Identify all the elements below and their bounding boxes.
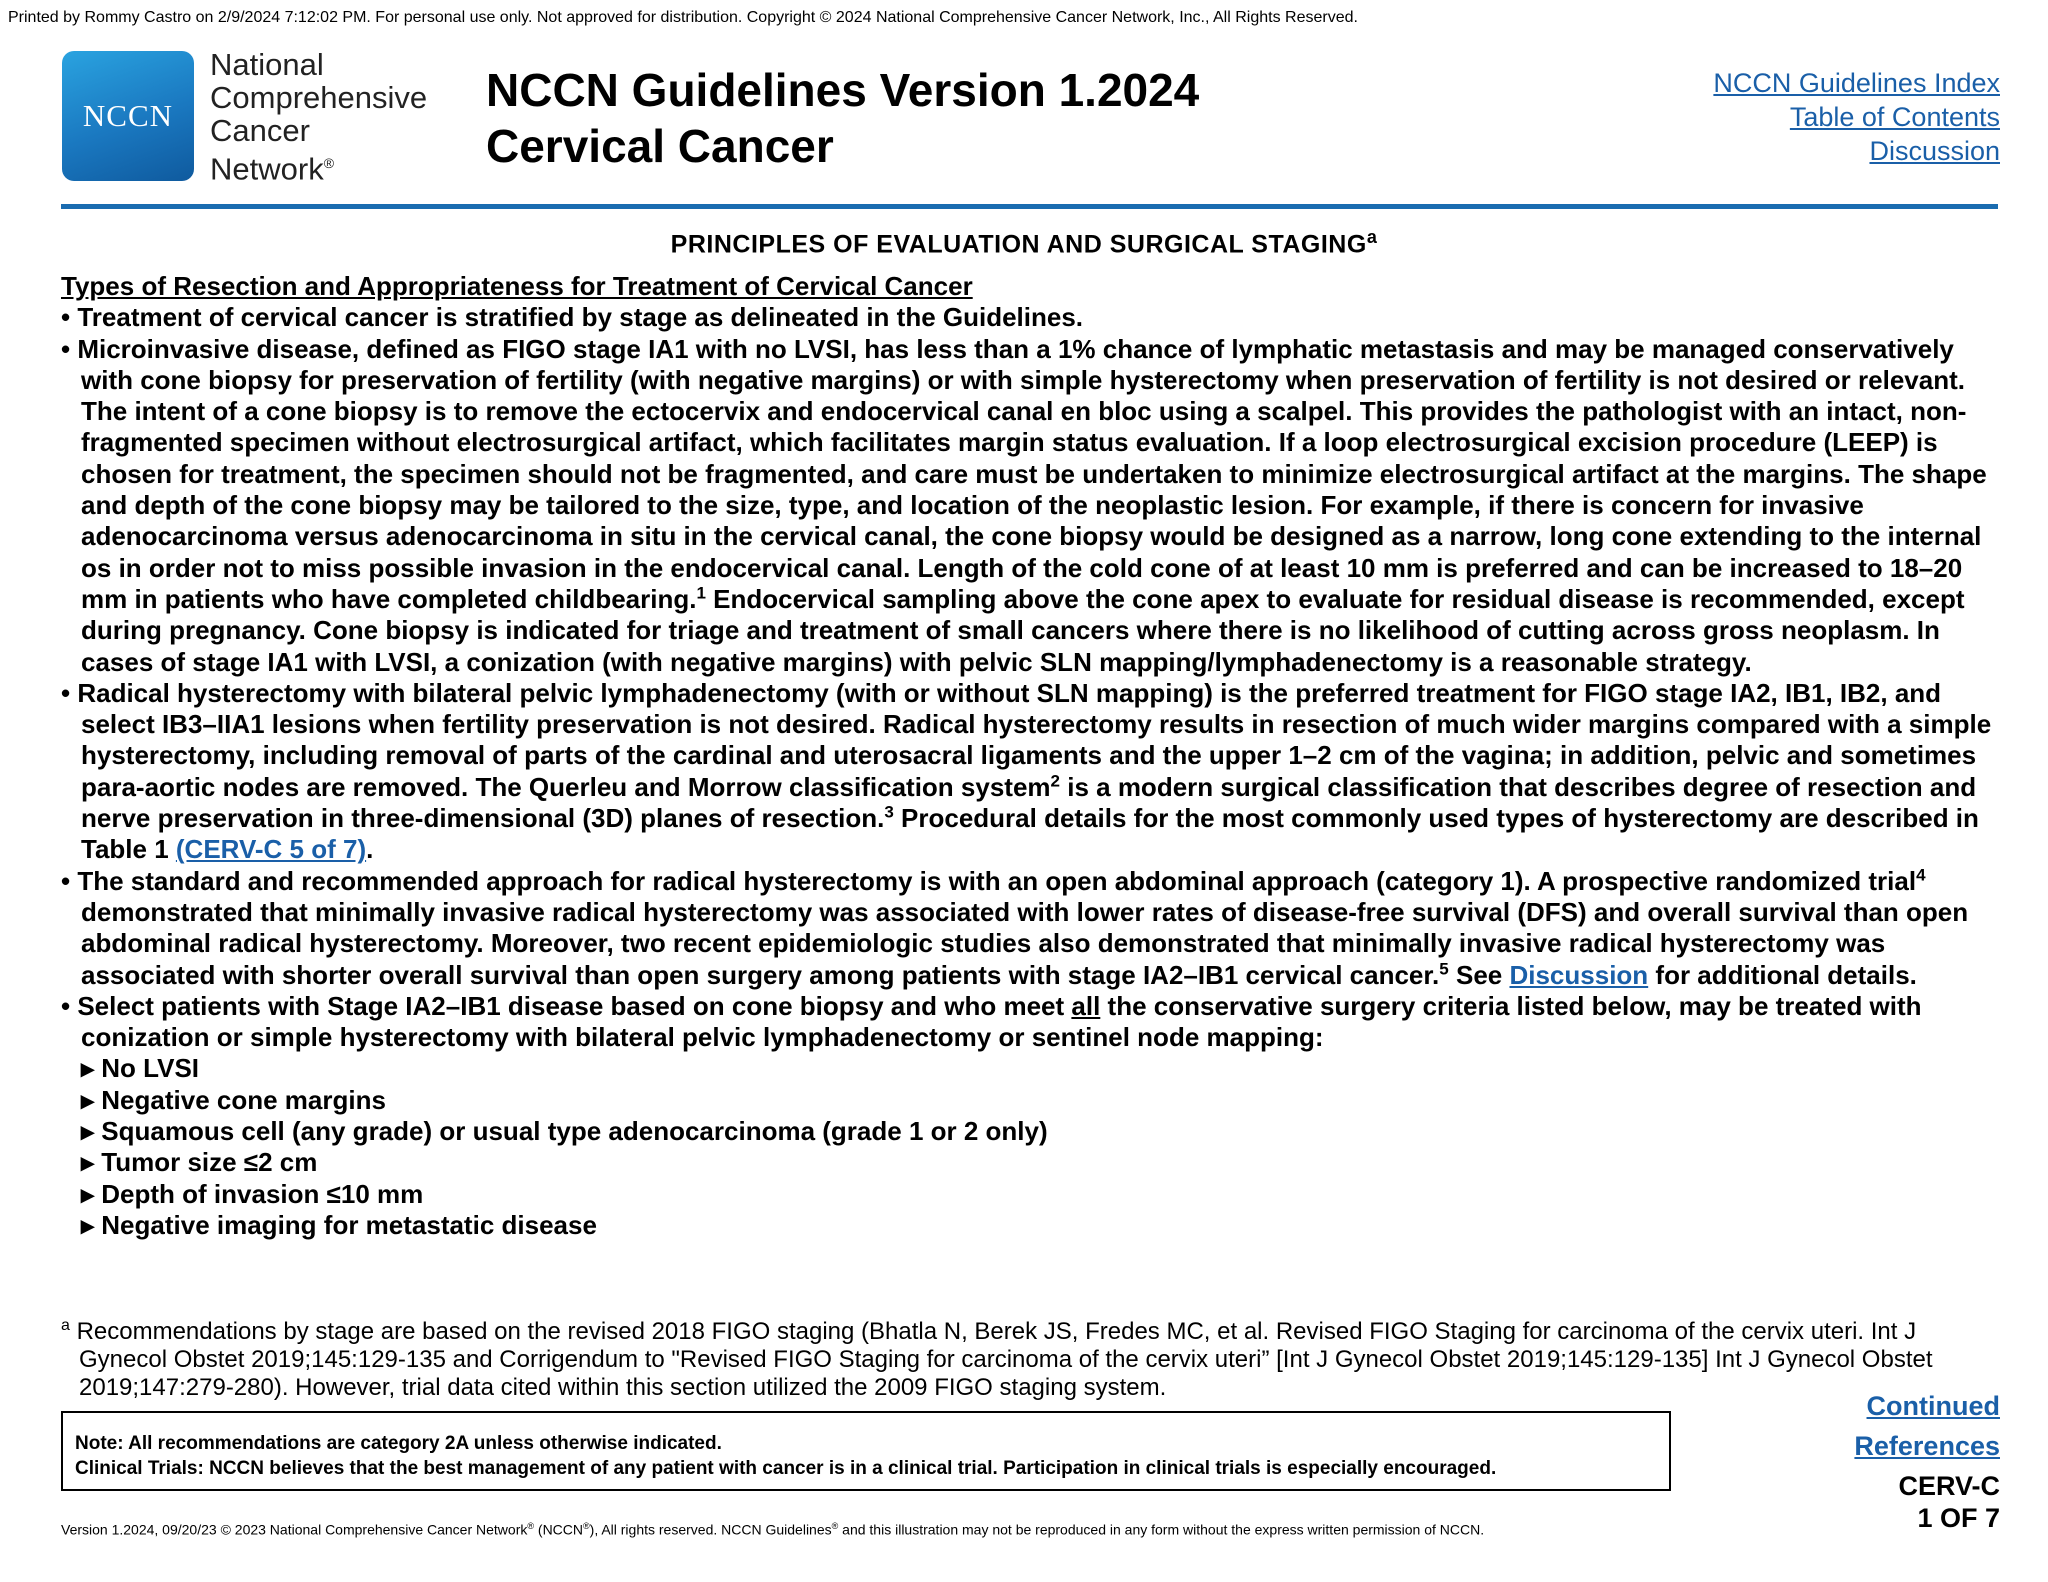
triangle-bullet-icon: ▸: [81, 1084, 102, 1115]
org-line-3: Cancer: [210, 113, 310, 148]
bullet-item: • Microinvasive disease, defined as FIGO stage IA1 with no LVSI, has less than a 1% chance of lymphatic metastasis and may be managed conservatively with cone biopsy for preservation of fertility (with negative margins) or with simple hysterectomy when preservation of fertility is not desired or relevant. The intent of a cone biopsy is to remove the ectocervix and endocervical canal en bloc using a scalpel. This provides the pathologist with an intact, non-fragmented specimen without electrosurgical artifact, which facilitates margin status evaluation. If a loop electrosurgical excision procedure (LEEP) is chosen for treatment, the specimen should not be fragmented, and care must be undertaken to minimize electrosurgical artifact at the margins. The shape and depth of the cone biopsy may be tailored to the size, type, and location of the neoplastic lesion. For example, if there is concern for invasive adenocarcinoma versus adenocarcinoma in situ in the cervical canal, the cone biopsy would be designed as a narrow, long cone extending to the internal os in order not to miss possible invasion in the endocervical canal. Length of the cold cone of at least 10 mm is preferred and can be increased to 18–20 mm in patients who have completed childbearing.$^1$ Endocervical sampling above the cone apex to evaluate for residual disease is recommended, except during pregnancy. Cone biopsy is indicated for triage and treatment of small cancers where there is no likelihood of cutting across gross neoplasm. In cases of stage IA1 with LVSI, a conization (with negative margins) with pelvic SLN mapping/lymphadenectomy is a reasonable strategy.: [61, 333, 1987, 677]
page-title: [486, 62, 1199, 174]
bullet-item: • Treatment of cervical cancer is stratified by stage as delineated in the Guidelines.: [61, 302, 1084, 333]
table-of-contents-link[interactable]: Table of Contents: [1789, 102, 2000, 132]
version-text: Version 1.2024, 09/20/23 © 2023 National Comprehensive Cancer Network: [61, 1521, 528, 1538]
references-link[interactable]: References: [1854, 1431, 2000, 1461]
org-name: [210, 48, 427, 185]
org-line-2: Comprehensive: [210, 80, 428, 115]
title-line-2: Cervical Cancer: [486, 120, 834, 172]
footnote: [61, 1318, 1999, 1402]
section-heading: Types of Resection and Appropriateness for Treatment of Cervical Cancer: [61, 271, 973, 301]
continued-link[interactable]: Continued: [1866, 1391, 2000, 1421]
bullet-text: Endocervical sampling above the cone apex to evaluate for residual disease is recommended, except during pregnancy. Cone biopsy is indicated for triage and treatment of small cancers where there is no likelihood of cutting across gross neoplasm. In cases of stage IA1 with LVSI, a conization (with negative margins) with pelvic SLN mapping/lymphadenectomy is a reasonable strategy.: [81, 583, 1965, 677]
citation-mark: 1: [696, 583, 706, 603]
version-footer: [61, 1521, 1484, 1538]
nccn-logo: [62, 51, 194, 181]
citation-mark: 2: [1050, 771, 1060, 791]
bullet-item: • Radical hysterectomy with bilateral pelvic lymphadenectomy (with or without SLN mapping) is the preferred treatment for FIGO stage IA2, IB1, IB2, and select IB3–IIA1 lesions when fertility preservation is not desired. Radical hysterectomy results in resection of much wider margins compared with a simple hysterectomy, including removal of parts of the cardinal and uterosacral ligaments and the upper 1–2 cm of the vagina; in addition, pelvic and sometimes para-aortic nodes are removed. The Querleu and Morrow classification system$^2$ is a modern surgical classification that describes degree of resection and nerve preservation in three-dimensional (3D) planes of resection.$^3$ Procedural details for the most commonly used types of hysterectomy are described in Table 1 (CERV-C 5 of 7).: [61, 677, 1992, 865]
bullet-text: for additional details.: [1648, 959, 1917, 990]
triangle-bullet-icon: ▸: [81, 1116, 102, 1147]
page-heading: [0, 227, 2048, 259]
logo-text: NCCN: [82, 98, 174, 133]
criteria-item: [61, 1210, 2001, 1241]
bullet-text: Select patients with Stage IA2–IB1 disease based on cone biopsy and who meet: [77, 990, 1072, 1021]
bullet-text: Microinvasive disease, defined as FIGO stage IA1 with no LVSI, has less than a 1% chance of lymphatic metastasis and may be managed conservatively with cone biopsy for preservation of fertility (with negative margins) or with simple hysterectomy when preservation of fertility is not desired or relevant. The intent of a cone biopsy is to remove the ectocervix and endocervical canal en bloc using a scalpel. This provides the pathologist with an intact, non-fragmented specimen without electrosurgical artifact, which facilitates margin status evaluation. If a loop electrosurgical excision procedure (LEEP) is chosen for treatment, the specimen should not be fragmented, and care must be undertaken to minimize electrosurgical artifact at the margins. The shape and depth of the cone biopsy may be tailored to the size, type, and location of the neoplastic lesion. For example, if there is concern for invasive adenocarcinoma versus adenocarcinoma in situ in the cervical canal, the cone biopsy would be designed as a narrow, long cone extending to the internal os in order not to miss possible invasion in the endocervical canal. Length of the cold cone of at least 10 mm is preferred and can be increased to 18–20 mm in patients who have completed childbearing.: [77, 333, 1987, 614]
citation-mark: 3: [884, 802, 894, 822]
org-line-4: [210, 147, 427, 185]
page-identifier: [1898, 1470, 2000, 1534]
bullet-item: • The standard and recommended approach for radical hysterectomy is with an open abdominal approach (category 1). A prospective randomized trial$^4$ demonstrated that minimally invasive radical hysterectomy was associated with lower rates of disease-free survival (DFS) and overall survival than open abdominal radical hysterectomy. Moreover, two recent epidemiologic studies also demonstrated that minimally invasive radical hysterectomy was associated with shorter overall survival than open surgery among patients with stage IA2–IB1 cervical cancer.$^5$ See Discussion for additional details.: [61, 864, 1969, 990]
content-body: [61, 271, 2001, 1241]
criteria-item: [61, 1085, 2001, 1116]
bullet-text: demonstrated that minimally invasive radical hysterectomy was associated with lower rates of disease-free survival (DFS) and overall survival than open abdominal radical hysterectomy. Moreover, two recent epidemiologic studies also demonstrated that minimally invasive radical hysterectomy was associated with shorter overall survival than open surgery among patients with stage IA2–IB1 cervical cancer.: [81, 896, 1969, 990]
bullet-text: is a modern surgical classification that describes degree of resection and nerve preservation in three-dimensional (3D) planes of resection.: [81, 771, 1977, 834]
criteria-item: [61, 1053, 2001, 1084]
page-heading-footnote-mark: a: [1366, 227, 1378, 247]
page-code: CERV-C: [1898, 1471, 2000, 1501]
criteria-item: [61, 1116, 2001, 1147]
criteria-item: [61, 1147, 2001, 1178]
reg-mark: ®: [831, 1521, 839, 1531]
reg-mark: ®: [323, 155, 335, 171]
guidelines-index-link[interactable]: NCCN Guidelines Index: [1713, 68, 2000, 98]
footnote-text: Recommendations by stage are based on the revised 2018 FIGO staging (Bhatla N, Berek JS, Fredes MC, et al. Revised FIGO Staging for carcinoma of the cervix uteri. Int J Gynecol Obstet 2019;145:129-135 and Corrigendum to "Revised FIGO Staging for carcinoma of the cervix uteri” [Int J Gynecol Obstet 2019;145:129-135] Int J Gynecol Obstet 2019;147:279-280). However, trial data cited within this section utilized the 2009 FIGO staging system.: [69, 1318, 1933, 1401]
triangle-bullet-icon: ▸: [81, 1178, 102, 1209]
version-text: (NCCN: [534, 1521, 584, 1538]
bottom-links: [1854, 1386, 2000, 1466]
bullet-text: The standard and recommended approach for radical hysterectomy is with an open abdominal approach (category 1). A prospective randomized trial: [77, 865, 1917, 896]
note-box: [61, 1411, 1671, 1491]
version-text: and this illustration may not be reproduced in any form without the express written permission of NCCN.: [838, 1521, 1485, 1538]
criteria-item: [61, 1179, 2001, 1210]
reg-mark: ®: [583, 1521, 590, 1531]
triangle-bullet-icon: ▸: [81, 1053, 102, 1084]
reg-mark: ®: [527, 1521, 535, 1531]
version-text: ), All rights reserved. NCCN Guidelines: [589, 1521, 832, 1538]
cerv-c-5-link[interactable]: (CERV-C 5 of 7): [175, 834, 367, 865]
discussion-inline-link[interactable]: Discussion: [1509, 959, 1649, 990]
page-number: 1 OF 7: [1917, 1503, 2000, 1533]
discussion-link[interactable]: Discussion: [1869, 136, 2000, 166]
criteria-text: Squamous cell (any grade) or usual type adenocarcinoma (grade 1 or 2 only): [101, 1116, 1048, 1147]
print-notice: Printed by Rommy Castro on 2/9/2024 7:12:02 PM. For personal use only. Not approved for distribution. Copyright © 2024 National Comprehensive Cancer Network, Inc., All Rights Reserved.: [8, 9, 1358, 26]
criteria-text: Tumor size ≤2 cm: [101, 1147, 318, 1178]
org-line-1: National: [210, 47, 324, 82]
header-divider: [61, 204, 1998, 209]
bullet-text: .: [366, 834, 374, 865]
org-line-4-text: Network: [210, 151, 324, 187]
criteria-text: Negative imaging for metastatic disease: [101, 1209, 597, 1240]
criteria-text: Depth of invasion ≤10 mm: [101, 1178, 424, 1209]
bullet-text: See: [1448, 959, 1510, 990]
footnote-mark: a: [61, 1317, 70, 1334]
bullet-text: Procedural details for the most commonly used types of hysterectomy are described in Table 1: [81, 803, 1979, 865]
note-line-1: Note: All recommendations are category 2A unless otherwise indicated.: [75, 1433, 722, 1454]
note-line-2: Clinical Trials: NCCN believes that the best management of any patient with cancer is in a clinical trial. Participation in clinical trials is especially encouraged.: [75, 1458, 1497, 1479]
bullet-item: • Select patients with Stage IA2–IB1 disease based on cone biopsy and who meet all the conservative surgery criteria listed below, may be treated with conization or simple hysterectomy with bilateral pelvic lymphadenectomy or sentinel node mapping:: [61, 990, 1922, 1053]
citation-mark: 5: [1439, 958, 1449, 978]
bullet-text: Treatment of cervical cancer is stratified by stage as delineated in the Guidelines.: [77, 302, 1084, 333]
bullet-text: Radical hysterectomy with bilateral pelvic lymphadenectomy (with or without SLN mapping) is the preferred treatment for FIGO stage IA2, IB1, IB2, and select IB3–IIA1 lesions when fertility preservation is not desired. Radical hysterectomy results in resection of much wider margins compared with a simple hysterectomy, including removal of parts of the cardinal and uterosacral ligaments and the upper 1–2 cm of the vagina; in addition, pelvic and sometimes para-aortic nodes are removed. The Querleu and Morrow classification system: [77, 677, 1992, 802]
emphasis-all: all: [1071, 990, 1101, 1021]
criteria-text: Negative cone margins: [101, 1084, 386, 1115]
criteria-text: No LVSI: [101, 1053, 200, 1084]
page-heading-text: PRINCIPLES OF EVALUATION AND SURGICAL STAGING: [670, 230, 1367, 259]
bullet-text: the conservative surgery criteria listed below, may be treated with conization or simple hysterectomy with bilateral pelvic lymphadenectomy or sentinel node mapping:: [81, 990, 1922, 1053]
nav-links: [1713, 66, 2000, 168]
citation-mark: 4: [1916, 864, 1926, 884]
triangle-bullet-icon: ▸: [81, 1209, 102, 1240]
triangle-bullet-icon: ▸: [81, 1147, 102, 1178]
title-line-1: NCCN Guidelines Version 1.2024: [486, 64, 1200, 116]
